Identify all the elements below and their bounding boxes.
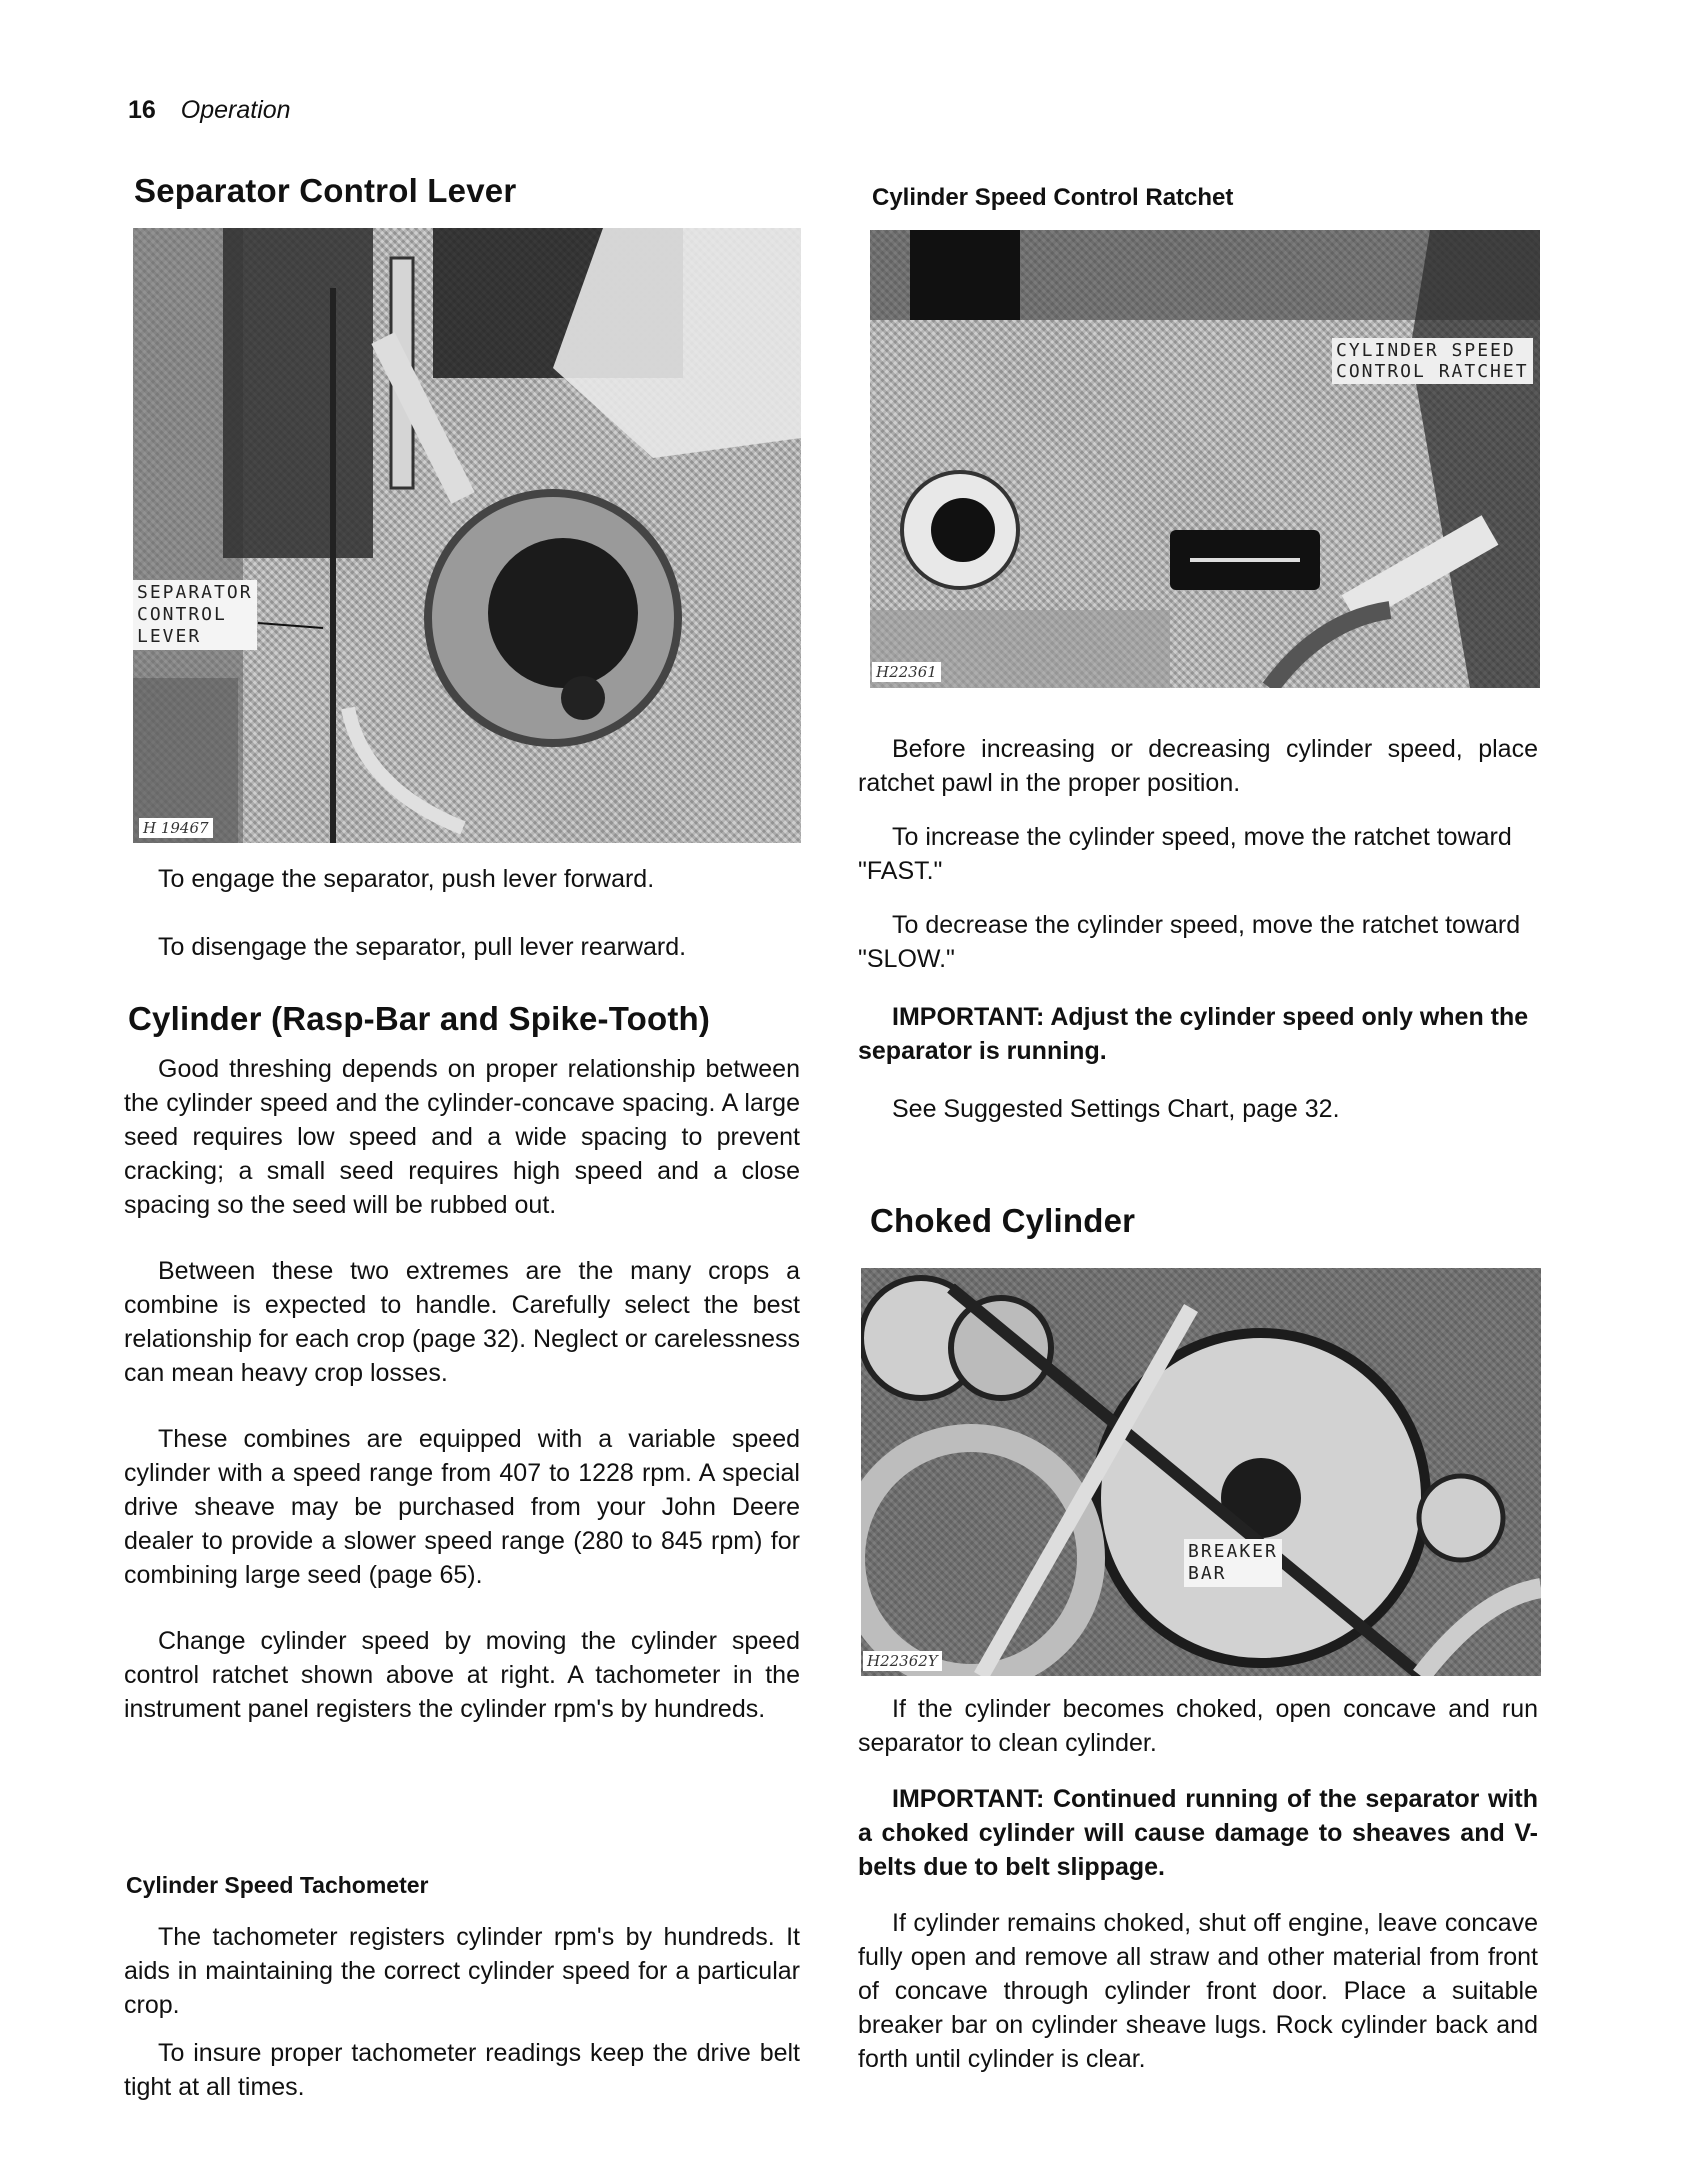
paragraph: If the cylinder becomes choked, open concave and run separator to clean cylinder.	[858, 1695, 1538, 1757]
callout-line: SEPARATOR	[137, 582, 253, 603]
paragraph: To disengage the separator, pull lever rearward.	[158, 933, 687, 961]
paragraph: These combines are equipped with a variable speed cylinder with a speed range from 407 to 1228 rpm. A special drive sheave may be purchased from your John Deere dealer to provide a slower speed range (280 to 845 rpm) for combining large seed (page 65).	[124, 1425, 800, 1589]
paragraph: To decrease the cylinder speed, move the ratchet toward "SLOW."	[858, 911, 1521, 973]
photo-id: H22362Y	[863, 1651, 942, 1671]
tachometer-heading: Cylinder Speed Tachometer	[126, 1872, 429, 1898]
breaker-bar-callout	[1184, 1539, 1282, 1587]
cylinder-heading: Cylinder (Rasp-Bar and Spike-Tooth)	[128, 1000, 711, 1037]
paragraph: The tachometer registers cylinder rpm's by hundreds. It aids in maintaining the correct cylinder speed for a particular crop.	[124, 1923, 800, 2019]
paragraph: To insure proper tachometer readings keep the drive belt tight at all times.	[124, 2039, 800, 2101]
callout-line: BAR	[1188, 1563, 1227, 1584]
choked-cylinder-body	[858, 1692, 1538, 2076]
tachometer-body	[124, 1920, 800, 2104]
paragraph: Good threshing depends on proper relationship between the cylinder speed and the cylinder-concave spacing. A large seed requires low speed and a wide spacing to prevent cracking; a small seed requires high speed and a close spacing so the seed will be rubbed out.	[124, 1055, 800, 1219]
ratchet-photo	[870, 230, 1540, 688]
important-note: IMPORTANT: Continued running of the separator with a choked cylinder will cause damage to sheaves and V-belts due to belt slippage.	[858, 1785, 1538, 1881]
paragraph: To engage the separator, push lever forward.	[158, 865, 655, 893]
separator-engage-text	[124, 862, 800, 896]
photo-id: H22361	[872, 662, 941, 682]
page-number: 16	[128, 96, 156, 124]
section-title: Operation	[180, 96, 291, 124]
choked-cylinder-photo	[861, 1268, 1541, 1676]
callout-line: CYLINDER SPEED	[1336, 340, 1516, 361]
important-note: IMPORTANT: Adjust the cylinder speed only when the separator is running.	[858, 1003, 1529, 1065]
callout-line: BREAKER	[1188, 1541, 1278, 1562]
callout-line: LEVER	[137, 626, 202, 647]
ratchet-body	[858, 732, 1538, 1126]
callout-line: CONTROL	[137, 604, 227, 625]
choked-cylinder-heading: Choked Cylinder	[870, 1202, 1136, 1239]
callout-line: CONTROL RATCHET	[1336, 361, 1529, 382]
paragraph: Between these two extremes are the many crops a combine is expected to handle. Carefully select the best relationship for each crop (page 32). Neglect or carelessness can mean heavy crop losses.	[124, 1257, 800, 1387]
cylinder-body	[124, 1052, 800, 1726]
page-header	[128, 96, 291, 125]
ratchet-callout	[1332, 338, 1533, 384]
callout-leader-line	[133, 228, 801, 843]
separator-disengage-text	[124, 930, 800, 964]
paragraph: If cylinder remains choked, shut off engine, leave concave fully open and remove all straw and other material from front of concave through cylinder front door. Place a suitable breaker bar on cylinder sheave lugs. Rock cylinder back and forth until cylinder is clear.	[858, 1909, 1538, 2073]
separator-lever-heading: Separator Control Lever	[134, 172, 517, 209]
paragraph: Change cylinder speed by moving the cylinder speed control ratchet shown above at right. A tachometer in the instrument panel registers the cylinder rpm's by hundreds.	[124, 1627, 800, 1723]
paragraph: Before increasing or decreasing cylinder speed, place ratchet pawl in the proper position.	[858, 735, 1538, 797]
separator-lever-photo	[133, 228, 801, 843]
paragraph: See Suggested Settings Chart, page 32.	[892, 1095, 1340, 1123]
photo-id: H 19467	[139, 818, 213, 838]
ratchet-heading: Cylinder Speed Control Ratchet	[872, 184, 1234, 211]
paragraph: To increase the cylinder speed, move the ratchet toward "FAST."	[858, 823, 1512, 885]
